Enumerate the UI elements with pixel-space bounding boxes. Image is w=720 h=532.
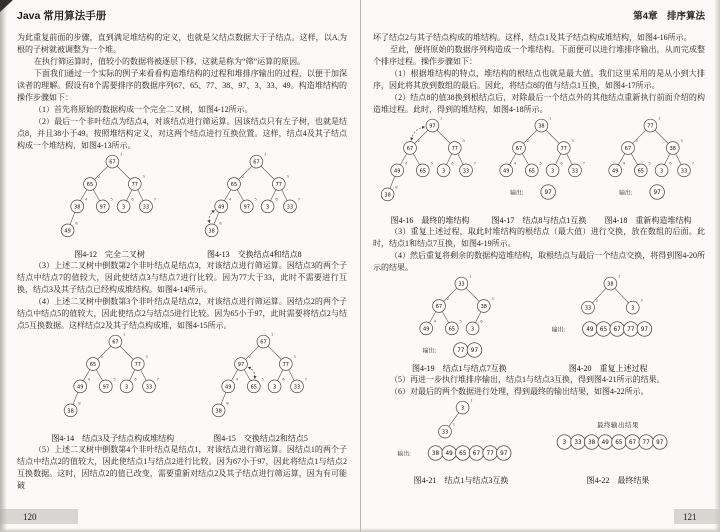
figure-row-right-1 xyxy=(373,116,705,226)
svg-text:1: 1 xyxy=(119,152,123,157)
svg-text:8: 8 xyxy=(395,184,398,190)
figure-row-right-3 xyxy=(373,398,705,486)
figure-4-19 xyxy=(407,274,511,374)
page-number-left: 120 xyxy=(23,511,37,522)
svg-text:65: 65 xyxy=(599,326,607,333)
svg-text:3: 3 xyxy=(292,353,296,359)
figure-caption-4-17: 图4-17 结点8与结点1互换 xyxy=(491,216,587,225)
svg-text:3: 3 xyxy=(441,168,446,175)
scan-edge-right xyxy=(714,0,720,532)
svg-text:7: 7 xyxy=(304,376,307,382)
page-right xyxy=(360,0,720,532)
svg-text:7: 7 xyxy=(473,160,477,166)
svg-text:38: 38 xyxy=(480,303,488,310)
svg-text:4: 4 xyxy=(434,318,437,324)
svg-text:49: 49 xyxy=(394,168,401,175)
svg-text:2: 2 xyxy=(595,297,599,303)
output-row-svg xyxy=(549,432,687,452)
svg-text:3: 3 xyxy=(471,326,475,333)
figure-row-left-1 xyxy=(17,152,347,260)
svg-text:3: 3 xyxy=(121,204,125,211)
svg-text:5: 5 xyxy=(459,318,463,324)
paragraph-r6: （4）然后重复将剩余的数据构造堆结构，取根结点与最后一个结点交换，将得到图4-20所示的结果。 xyxy=(373,251,705,272)
svg-text:6: 6 xyxy=(281,376,285,382)
svg-text:97: 97 xyxy=(652,189,661,196)
svg-text:2: 2 xyxy=(446,295,450,301)
tree-svg xyxy=(58,152,162,242)
tree-diagram-4-20 xyxy=(546,274,671,339)
output-row-svg xyxy=(616,182,681,202)
svg-text:4: 4 xyxy=(84,196,87,202)
paragraph-l5: （2）最后一个非叶结点为结点4，对该结点进行筛运算。因该结点只有左子树，也就是结点8，并且38小于49。按照堆结构定义，对这两个结点进行互换位置。这样，结点4及其子结点构成一个堆结构，如图4-13所示。 xyxy=(17,117,347,150)
svg-text:49: 49 xyxy=(445,450,453,457)
svg-text:67: 67 xyxy=(515,145,523,152)
svg-text:49: 49 xyxy=(76,384,84,391)
svg-text:33: 33 xyxy=(458,281,465,288)
svg-text:77: 77 xyxy=(131,181,138,188)
svg-text:67: 67 xyxy=(111,339,119,346)
svg-text:8: 8 xyxy=(77,400,81,406)
figure-4-18 xyxy=(596,116,700,226)
svg-text:6: 6 xyxy=(275,196,278,202)
svg-text:6: 6 xyxy=(451,160,454,166)
figure-caption-4-13: 图4-13 交换结点4和结点8 xyxy=(206,250,302,259)
svg-text:4: 4 xyxy=(87,376,91,382)
svg-text:输出:: 输出: xyxy=(551,327,565,334)
svg-text:97: 97 xyxy=(237,361,244,368)
svg-text:5: 5 xyxy=(254,196,258,202)
tree-diagram-4-18 xyxy=(596,116,700,202)
svg-text:67: 67 xyxy=(253,159,260,166)
paragraph-r1: 坏了结点2与其子结点构成的堆结构。这样，结点1及其子结点构成堆结构，如图4-16所示。 xyxy=(373,33,692,42)
svg-text:8: 8 xyxy=(225,400,229,406)
tree-svg xyxy=(556,274,660,319)
svg-text:2: 2 xyxy=(452,421,456,427)
svg-text:77: 77 xyxy=(560,145,567,152)
figure-caption-4-18: 图4-18 重新构造堆结构 xyxy=(604,216,692,225)
svg-text:1: 1 xyxy=(618,274,621,279)
svg-text:4: 4 xyxy=(513,160,517,166)
svg-text:49: 49 xyxy=(612,168,619,175)
svg-text:1: 1 xyxy=(122,332,126,337)
svg-text:77: 77 xyxy=(134,361,141,368)
svg-text:67: 67 xyxy=(472,450,481,457)
svg-text:输出:: 输出: xyxy=(509,189,523,196)
figure-caption-4-16: 图4-16 最终的堆结构 xyxy=(390,216,470,225)
svg-text:38: 38 xyxy=(208,228,216,235)
svg-text:65: 65 xyxy=(459,450,467,457)
figure-caption-4-21: 图4-21 结点1与结点3互换 xyxy=(413,476,509,485)
tree-diagram-4-19 xyxy=(407,274,511,360)
output-row-svg xyxy=(391,443,531,463)
tree-svg xyxy=(61,332,165,422)
tree-svg xyxy=(202,152,306,242)
svg-text:输出:: 输出: xyxy=(397,451,411,458)
svg-text:3: 3 xyxy=(145,353,148,359)
svg-text:5: 5 xyxy=(113,376,116,382)
svg-text:77: 77 xyxy=(626,326,635,333)
figure-caption-4-19: 图4-19 结点1与结点7互换 xyxy=(411,364,507,373)
svg-text:33: 33 xyxy=(287,204,294,211)
svg-text:4: 4 xyxy=(622,160,626,166)
svg-text:97: 97 xyxy=(500,450,508,457)
svg-text:65: 65 xyxy=(86,181,93,188)
svg-text:6: 6 xyxy=(130,196,134,202)
paragraph-r7: （5）再进一步执行堆排序输出，结点1与结点3互换，得到图4-21所示的结果。 xyxy=(390,375,665,384)
paragraph-r5: （3）重复上述过程，取此时堆结构的根结点（最大值）进行交换，放在数组的后面。此时，结点1和结点7互换，如图4-19所示。 xyxy=(373,227,705,248)
svg-text:6: 6 xyxy=(560,160,563,166)
figure-4-14 xyxy=(51,332,174,444)
figure-4-20 xyxy=(546,274,671,374)
svg-text:2: 2 xyxy=(417,137,421,143)
svg-text:38: 38 xyxy=(669,145,676,152)
paragraph-l4: （1）首先将原始的数据构成一个完全二叉树，如图4-12所示。 xyxy=(34,105,253,114)
svg-text:2: 2 xyxy=(100,353,103,359)
scan-edge-bottom xyxy=(0,528,720,532)
output-row-svg xyxy=(507,182,572,202)
svg-text:4: 4 xyxy=(404,160,408,166)
tree-diagram-4-14 xyxy=(61,332,165,422)
paragraph-r4: （2）结点8的值38换到根结点后，对除最后一个结点外的其他结点重新执行前面介绍的构造堆过程。此时，得到的堆结构，如图4-18所示。 xyxy=(373,93,705,114)
svg-text:67: 67 xyxy=(613,326,621,333)
svg-text:49: 49 xyxy=(224,384,231,391)
svg-text:67: 67 xyxy=(436,303,443,310)
svg-text:3: 3 xyxy=(460,405,465,412)
svg-text:8: 8 xyxy=(219,220,222,226)
svg-text:38: 38 xyxy=(431,450,440,457)
svg-text:97: 97 xyxy=(656,439,664,446)
svg-text:3: 3 xyxy=(571,137,574,143)
svg-text:3: 3 xyxy=(124,384,128,391)
svg-text:2: 2 xyxy=(526,137,530,143)
svg-text:3: 3 xyxy=(286,173,290,179)
svg-text:5: 5 xyxy=(430,160,433,166)
svg-text:49: 49 xyxy=(503,168,510,175)
svg-text:97: 97 xyxy=(471,347,479,354)
figure-4-16 xyxy=(378,116,482,226)
svg-text:38: 38 xyxy=(73,204,81,211)
svg-text:2: 2 xyxy=(635,137,639,143)
tree-diagram-4-12 xyxy=(58,152,162,242)
tree-svg xyxy=(596,116,700,182)
figure-caption-4-15: 图4-15 交换结点2和结点5 xyxy=(213,434,308,443)
tree-diagram-4-16 xyxy=(378,116,482,206)
svg-text:97: 97 xyxy=(429,123,436,130)
svg-text:2: 2 xyxy=(97,173,100,179)
svg-text:77: 77 xyxy=(457,347,465,354)
svg-text:67: 67 xyxy=(628,439,637,446)
svg-text:77: 77 xyxy=(275,181,283,188)
tree-diagram-4-21 xyxy=(391,398,531,463)
svg-text:77: 77 xyxy=(451,145,458,152)
svg-text:6: 6 xyxy=(480,318,483,324)
figure-caption-4-22: 图4-22 最终结果 xyxy=(586,476,650,485)
svg-text:97: 97 xyxy=(102,384,109,391)
figure-caption-4-20: 图4-20 重复上述过程 xyxy=(568,364,648,373)
svg-text:4: 4 xyxy=(229,196,232,202)
tree-diagram-4-17 xyxy=(487,116,591,202)
svg-text:1: 1 xyxy=(470,398,473,403)
svg-text:67: 67 xyxy=(406,145,414,152)
svg-text:49: 49 xyxy=(423,326,430,333)
svg-text:6: 6 xyxy=(133,376,137,382)
figure-caption-4-12: 图4-12 完全二叉树 xyxy=(74,250,145,259)
svg-text:97: 97 xyxy=(640,326,648,333)
svg-text:77: 77 xyxy=(282,361,289,368)
svg-text:65: 65 xyxy=(637,168,644,175)
figure-caption-4-14: 图4-14 结点3及子结点构成堆结构 xyxy=(51,434,175,443)
svg-text:6: 6 xyxy=(669,160,672,166)
svg-text:49: 49 xyxy=(64,228,71,235)
paragraph-l7: （4）上述二叉树中倒数第3个非叶结点是结点2，对该结点进行筛运算。因结点2的两个子结点中结点5的值较大，因此使结点2与结点5进行比较。因为65小于97，此时需要将结点2与结点5互换数据。这样结点2及其子结点构成堆，如图4-15所示。 xyxy=(17,297,347,330)
svg-text:1: 1 xyxy=(270,332,273,337)
svg-text:1: 1 xyxy=(439,116,443,121)
svg-text:1: 1 xyxy=(548,116,552,121)
svg-text:3: 3 xyxy=(680,137,683,143)
svg-text:7: 7 xyxy=(297,196,301,202)
svg-text:3: 3 xyxy=(491,295,495,301)
figure-4-21 xyxy=(391,398,531,486)
scan-corner-mark xyxy=(0,0,13,12)
svg-text:5: 5 xyxy=(110,196,113,202)
tree-diagram-4-15 xyxy=(209,332,313,422)
svg-text:3: 3 xyxy=(272,384,276,391)
svg-text:33: 33 xyxy=(584,305,592,312)
svg-text:38: 38 xyxy=(607,281,614,288)
running-header-left: Java 常用算法手册 xyxy=(17,10,107,22)
tree-svg xyxy=(421,398,501,443)
svg-text:38: 38 xyxy=(67,408,74,415)
tree-diagram-4-13 xyxy=(202,152,306,242)
tree-svg xyxy=(209,332,313,422)
svg-text:49: 49 xyxy=(218,204,225,211)
scan-edge-left xyxy=(0,0,7,532)
svg-text:97: 97 xyxy=(543,189,552,196)
final-output-label: 最终输出结果 xyxy=(597,421,639,429)
svg-text:33: 33 xyxy=(571,168,579,175)
running-header-right: 第4章 排序算法 xyxy=(633,11,705,22)
svg-text:67: 67 xyxy=(108,159,116,166)
svg-text:65: 65 xyxy=(231,181,238,188)
svg-text:38: 38 xyxy=(538,123,545,130)
svg-text:65: 65 xyxy=(615,439,623,446)
svg-text:7: 7 xyxy=(156,376,159,382)
svg-text:77: 77 xyxy=(642,439,650,446)
svg-text:5: 5 xyxy=(260,376,264,382)
svg-text:33: 33 xyxy=(441,429,449,436)
svg-text:65: 65 xyxy=(250,384,257,391)
svg-text:65: 65 xyxy=(89,361,96,368)
svg-text:3: 3 xyxy=(640,297,643,303)
svg-text:33: 33 xyxy=(574,439,582,446)
svg-text:77: 77 xyxy=(486,450,494,457)
svg-text:97: 97 xyxy=(243,204,251,211)
figure-4-13 xyxy=(202,152,306,260)
svg-text:5: 5 xyxy=(539,160,542,166)
svg-text:7: 7 xyxy=(582,160,586,166)
paragraph-l2: 在执行筛运算时，值较小的数据将被逐层下移，这就是称为“筛”运算的原因。 xyxy=(34,57,306,66)
svg-text:38: 38 xyxy=(587,439,596,446)
svg-text:3: 3 xyxy=(550,168,555,175)
svg-text:3: 3 xyxy=(266,204,270,211)
svg-text:4: 4 xyxy=(235,376,238,382)
output-row-svg xyxy=(546,319,671,339)
page-number-right: 121 xyxy=(683,511,697,522)
svg-text:77: 77 xyxy=(647,123,654,130)
paragraph-l8: （5）上述二叉树中倒数第4个非叶结点是结点1，对该结点进行筛运算。因结点1的两个子结点中结点2的值较大，因此使结点1与结点2进行比较。因为67小于97，因此将结点1与结点2互换数据。这时，因结点2的值已改变，需要重新对结点2及其子结点进行筛运算，因为有可能破 xyxy=(17,445,347,490)
svg-text:3: 3 xyxy=(631,305,635,312)
svg-text:1: 1 xyxy=(469,274,472,279)
svg-text:33: 33 xyxy=(293,384,300,391)
svg-text:1: 1 xyxy=(264,152,267,157)
svg-text:49: 49 xyxy=(601,439,609,446)
figure-4-17 xyxy=(487,116,591,226)
svg-text:65: 65 xyxy=(419,168,426,175)
svg-text:1: 1 xyxy=(657,116,661,121)
svg-text:65: 65 xyxy=(528,168,535,175)
figure-4-22 xyxy=(549,398,687,486)
tree-svg xyxy=(378,116,482,206)
svg-text:38: 38 xyxy=(384,192,391,199)
svg-text:65: 65 xyxy=(448,326,456,333)
paragraph-l1: 为此重复前面的步骤，直到满足堆结构的定义，也就是父结点数据大于子结点。这样，以Aᵢ为根的子树就被调整为一个堆。 xyxy=(17,33,347,54)
paragraph-r3: （1）根据堆结构的特点，堆结构的根结点也就是最大值。我们这里采用的是从小到大排序，因此将其放到数组的最后。因此，将结点8的值与结点1互换，如图4-17所示。 xyxy=(373,69,705,90)
paragraph-r8: （6）对最后的两个数据进行处理，得到最终的输出结果，如图4-22所示。 xyxy=(390,387,649,396)
svg-text:5: 5 xyxy=(648,160,651,166)
figure-row-right-2 xyxy=(373,274,705,374)
svg-text:33: 33 xyxy=(680,168,688,175)
svg-text:3: 3 xyxy=(562,439,567,446)
paragraph-l6: （3）上述二叉树中倒数第2个非叶结点是结点3，对该结点进行筛运算。因结点3的两个子结点中结点7的值较大，因此使结点3与结点7进行比较。因为77大于33，此时不需要进行互换，结点3及其子结点已经构成堆结构。如图4-14所示。 xyxy=(17,261,347,294)
paragraph-l3: 下面我们通过一个实际的例子来看看构造堆结构的过程和堆排序输出的过程，以便于加深读者的理解。假设有8个需要排序的数据序列67、65、77、38、97、3、33、49。构造堆结构的操作步骤如下： xyxy=(17,69,347,102)
svg-text:97: 97 xyxy=(99,204,106,211)
svg-text:3: 3 xyxy=(462,137,465,143)
svg-text:8: 8 xyxy=(74,220,78,226)
tree-svg xyxy=(407,274,511,340)
page-number-band-left xyxy=(0,509,78,524)
svg-text:3: 3 xyxy=(142,173,145,179)
svg-text:3: 3 xyxy=(659,168,664,175)
figure-4-15 xyxy=(209,332,313,444)
figure-4-12 xyxy=(58,152,162,260)
figure-row-left-2 xyxy=(17,332,347,444)
svg-text:7: 7 xyxy=(153,196,156,202)
output-sequence-4-22 xyxy=(549,420,687,452)
svg-text:67: 67 xyxy=(624,145,632,152)
svg-text:33: 33 xyxy=(145,384,152,391)
paragraph-r2: 至此，便将原始的数据序列构造成一个堆结构。下面便可以进行堆排序输出，从而完成整个排序过程。操作步骤如下： xyxy=(373,45,705,66)
svg-text:38: 38 xyxy=(214,408,222,415)
tree-svg xyxy=(487,116,591,182)
svg-text:67: 67 xyxy=(259,339,267,346)
svg-text:49: 49 xyxy=(585,326,594,333)
svg-text:2: 2 xyxy=(248,353,251,359)
svg-text:33: 33 xyxy=(142,204,149,211)
svg-text:输出:: 输出: xyxy=(618,189,632,196)
svg-text:输出:: 输出: xyxy=(422,347,437,354)
output-row-svg xyxy=(419,340,499,360)
svg-text:7: 7 xyxy=(691,160,695,166)
svg-text:2: 2 xyxy=(241,173,245,179)
svg-text:33: 33 xyxy=(462,168,470,175)
